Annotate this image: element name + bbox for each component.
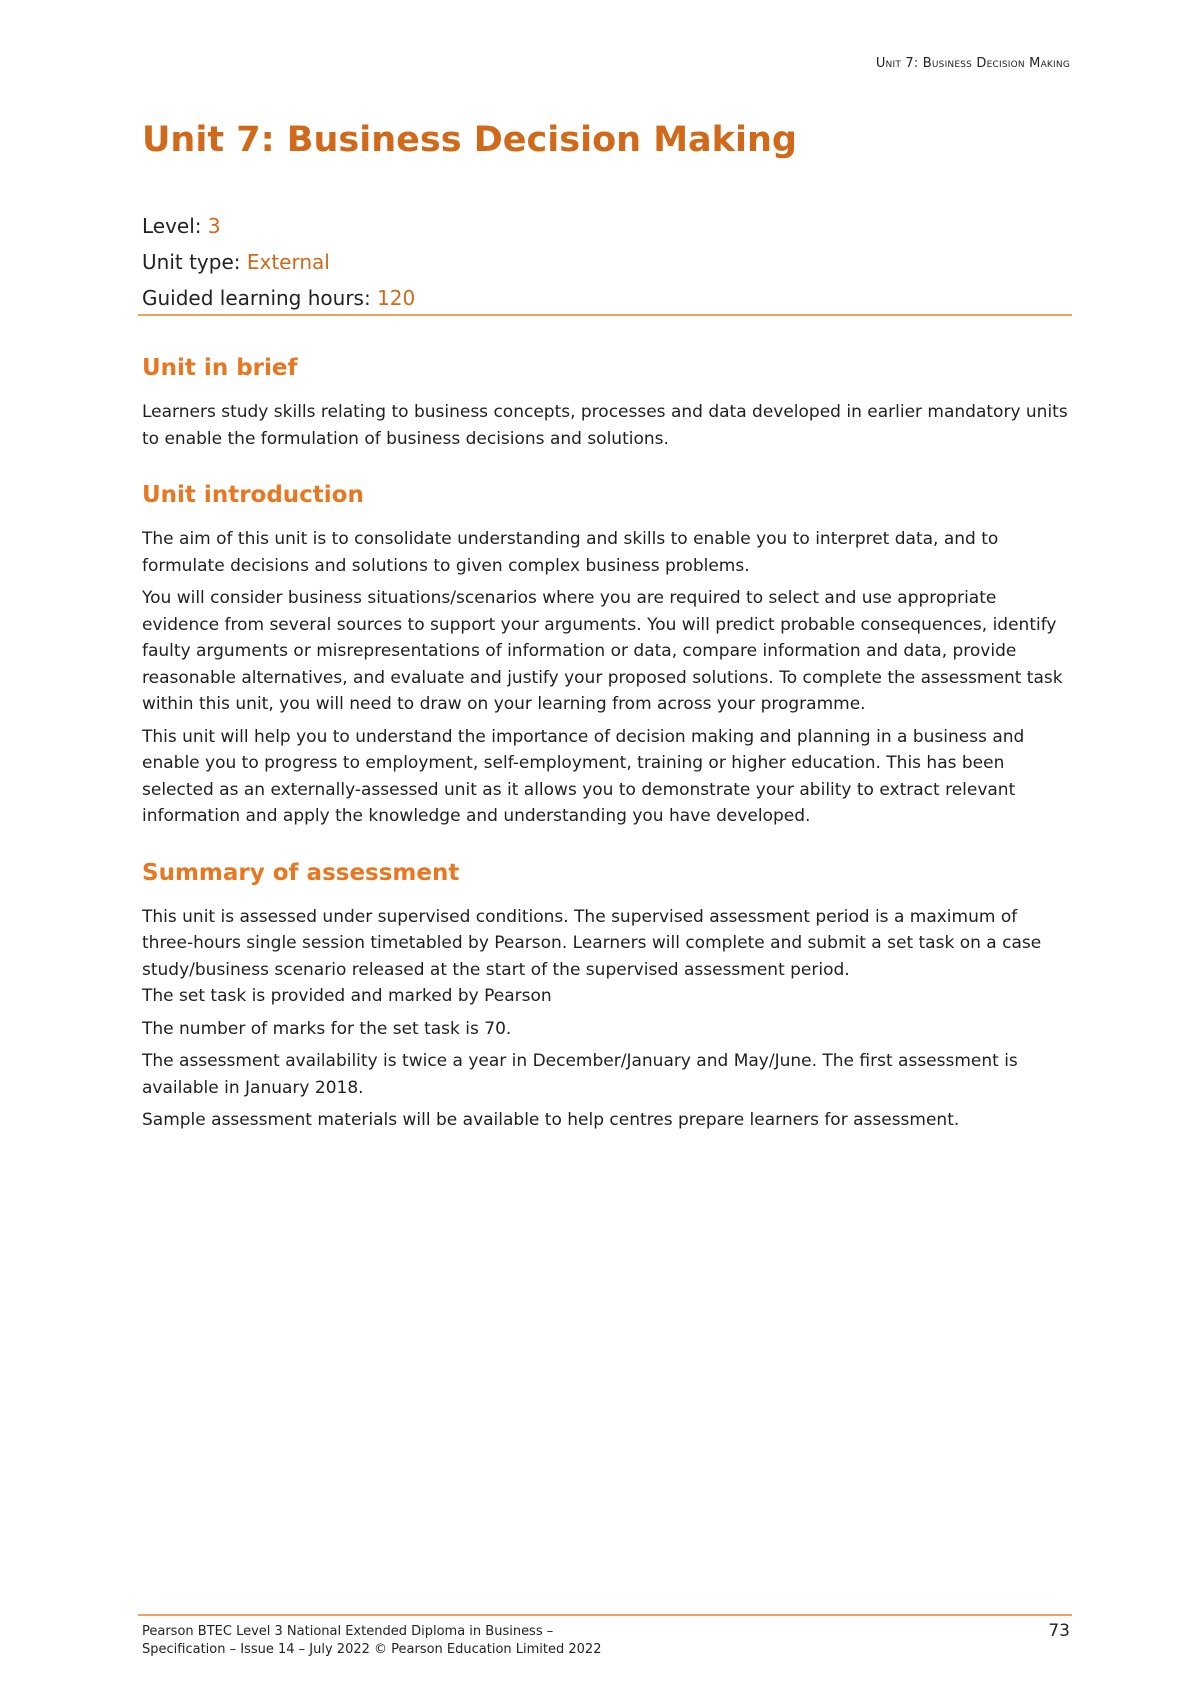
running-header: Unit 7: Business Decision Making [875,56,1070,71]
paragraph: The set task is provided and marked by Pearson [142,986,552,1006]
section-summary-of-assessment [142,860,1072,1134]
section-heading: Summary of assessment [142,859,460,886]
paragraph: The aim of this unit is to consolidate understanding and skills to enable you to interpret data, and to formulate decisions and solutions to given complex business problems. [142,529,999,576]
section-unit-introduction [142,482,1072,830]
paragraph: Sample assessment materials will be available to help centres prepare learners for assessment. [142,1110,960,1130]
level-value: 3 [207,214,221,238]
main-content [142,355,1072,1164]
level-label: Level: [142,214,208,238]
unit-title: Unit 7: Business Decision Making [142,120,797,160]
paragraph: Learners study skills relating to business concepts, processes and data developed in earlier mandatory units to enable the formulation of business decisions and solutions. [142,402,1068,449]
paragraph: The number of marks for the set task is 70. [142,1018,512,1039]
paragraph: The assessment availability is twice a year in December/January and May/June. The first assessment is available in January 2018. [142,1051,1018,1098]
section-heading: Unit introduction [142,482,364,508]
unit-type-line [142,244,1072,280]
unit-meta [142,208,1072,316]
footer-line-2: Specification – Issue 14 – July 2022 © Pearson Education Limited 2022 [142,1642,602,1657]
unit-type-label: Unit type: [142,250,247,274]
paragraph: You will consider business situations/scenarios where you are required to select and use appropriate evidence from several sources to support your arguments. You will predict probable consequences, identify faulty arguments or misrepresentations of information or data, compare information and data, provide reasonable alternatives, and evaluate and justify your proposed solutions. To complete the assessment task within this unit, you will need to draw on your learning from across your programme. [142,588,1063,714]
page-number: 73 [1048,1621,1070,1641]
level-line [142,208,1072,244]
meta-divider [138,314,1072,316]
footer-divider [138,1614,1072,1616]
unit-type-value: External [246,250,330,274]
section-heading: Unit in brief [142,355,298,381]
section-unit-in-brief [142,355,1072,452]
glh-value: 120 [377,286,416,310]
glh-line [142,280,1072,316]
footer-citation [142,1623,601,1659]
paragraph: This unit will help you to understand the importance of decision making and planning in a business and enable you to progress to employment, self-employment, training or higher education. This has been selected as an externally-assessed unit as it allows you to demonstrate your ability to extract relevant information and apply the knowledge and understanding you have developed. [142,726,1025,826]
footer-line-1: Pearson BTEC Level 3 National Extended Diploma in Business – [142,1624,554,1639]
paragraph: This unit is assessed under supervised conditions. The supervised assessment period is a maximum of three-hours single session timetabled by Pearson. Learners will complete and submit a set task on a case study/business scenario released at the start of the supervised assessment period. [142,906,1042,980]
glh-label: Guided learning hours: [142,286,378,310]
